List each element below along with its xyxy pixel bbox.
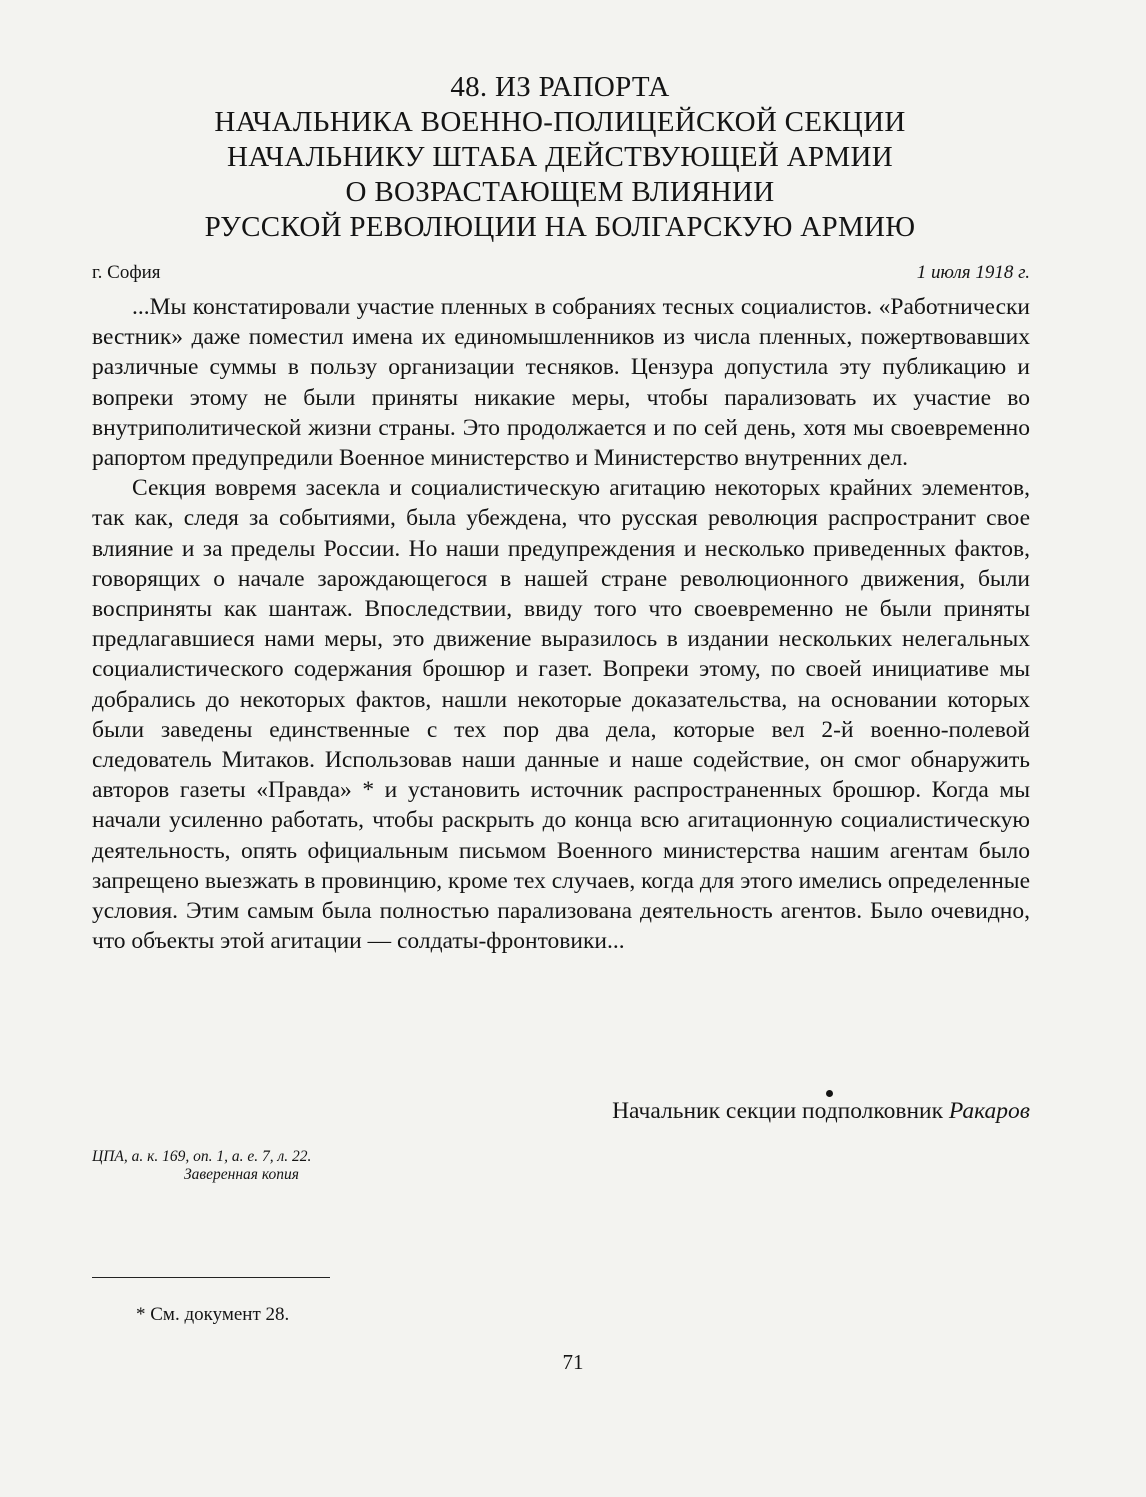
bullet-dot-icon [826,1090,833,1097]
archive-reference [92,1148,311,1184]
title-line-3: НАЧАЛЬНИКУ ШТАБА ДЕЙСТВУЮЩЕЙ АРМИИ [227,141,893,173]
page-number: 71 [562,1350,584,1374]
signature-name: Ракаров [948,1098,1030,1124]
signature-line [92,1098,1030,1125]
archive-citation: ЦПА, а. к. 169, оп. 1, а. е. 7, л. 22. [92,1148,312,1165]
date-label: 1 июля 1918 г. [916,262,1030,283]
dateline [92,262,1030,288]
body-paragraph-1: ...Мы констатировали участие пленных в собраниях тесных социалистов. «Работнически вестник» даже поместил имена их единомышленников из числа пленных, пожертвовавших различные суммы в пользу организации тесняков. Цензура допустила эту публикацию и вопреки этому не были приняты никакие меры, чтобы парализовать их участие во внутриполитической жизни страны. Это продолжается и по сей день, хотя мы своевременно рапортом предупредили Военное министерство и Министерство внутренних дел. [92,294,1030,472]
document-body [92,292,1030,956]
title-line-1: 48. ИЗ РАПОРТА [450,71,670,103]
place-label: г. София [92,262,161,283]
signature-position: Начальник секции подполковник [612,1098,944,1124]
title-line-2: НАЧАЛЬНИКА ВОЕННО-ПОЛИЦЕЙСКОЙ СЕКЦИИ [214,106,906,138]
document-title [90,70,1030,245]
title-line-4: О ВОЗРАСТАЮЩЕМ ВЛИЯНИИ [345,176,775,208]
footnote: * См. документ 28. [136,1304,290,1325]
title-line-5: РУССКОЙ РЕВОЛЮЦИИ НА БОЛГАРСКУЮ АРМИЮ [204,211,916,243]
footnote-divider [92,1277,330,1278]
body-paragraph-2: Секция вовремя засекла и социалистическую агитацию некоторых крайних элементов, так как, следя за событиями, была убеждена, что русская революция распространит свое влияние и за пределы России. Но наши предупреждения и несколько приведенных фактов, говорящих о начале зарождающегося в нашей стране революционного движения, были восприняты как шантаж. Впоследствии, ввиду того что своевременно не были приняты предлагавшиеся нами меры, это движение выразилось в издании нескольких нелегальных социалистического содержания брошюр и газет. Вопреки этому, по своей инициативе мы добрались до некоторых фактов, нашли некоторые доказательства, на основании которых были заведены единственные с тех пор два дела, которые вел 2-й военно-полевой следователь Митаков. Использовав наши данные и наше содействие, он смог обнаружить авторов газеты «Правда» * и установить источник распространенных брошюр. Когда мы начали усиленно работать, чтобы раскрыть до конца всю агитационную социалистическую деятельность, опять официальным письмом Военного министерства нашим агентам было запрещено выезжать в провинцию, кроме тех случаев, когда для этого имелись определенные условия. Этим самым была полностью парализована деятельность агентов. Было очевидно, что объекты этой агитации — солдаты-фронтовики... [92,475,1030,955]
archive-copy-note: Заверенная копия [184,1166,299,1183]
